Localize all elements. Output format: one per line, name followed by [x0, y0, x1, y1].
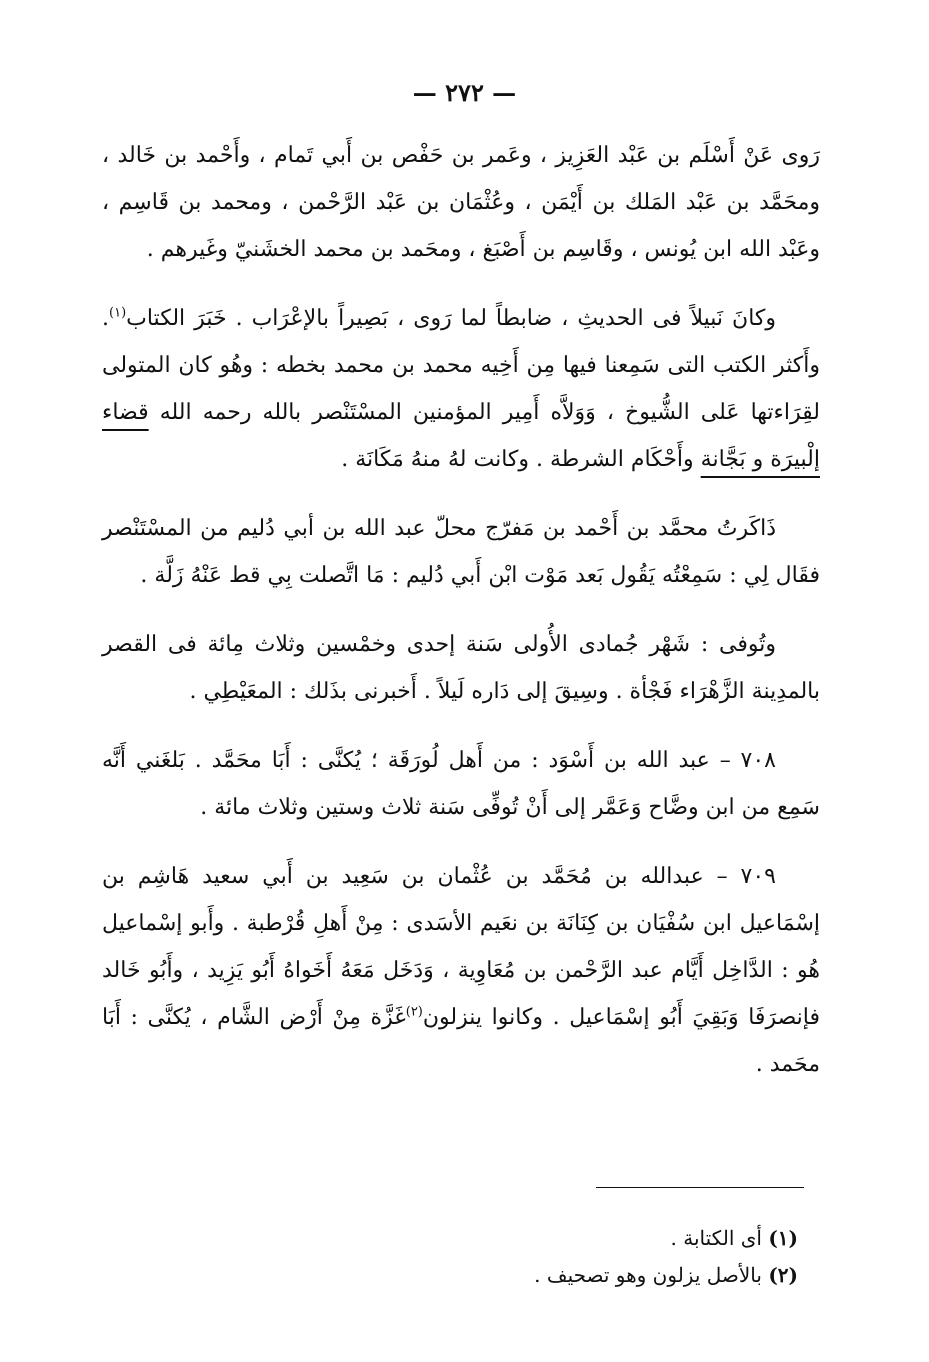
paragraph-text: عبدالله بن مُحَمَّد بن عُثْمان بن سَعِيد بن أَبي سعيد هَاشِم بن إسْمَاعيل ابن سُفْيَان بن كِنَانَة بن نعَيم الأسَدى : مِنْ أَهلِ قُرْطبة . وأَبو إسْماعيل هُو : الدَّاخِل أَيَّام عبد الرَّحْمن بن مُعَاوِية ، وَدَخَل مَعَهُ أَخَواهُ أَبُو يَزِيد ، وأَبُو خَالد فإنصرَفَا وَبَقِيَ أَبُو إسْمَاعيل . وكانوا ينزلون: [102, 864, 821, 1030]
paragraph-text: غَزَّة مِنْ أَرْض الشَّام ، يُكنَّى : أَبَا محَمد .: [102, 1005, 820, 1077]
footnote-ref-1[interactable]: (١): [109, 305, 127, 321]
paragraph-text: وأَحْكَام الشرطة . وكانت لهُ منهُ مَكَانَة .: [341, 447, 701, 472]
paragraph-text: ذَاكَرتُ محمَّد بن أَحْمد بن مَفرّج محلّ عبد الله بن أبي دُليم من المسْتَنْصر فقَال لِي : سَمِعْتُه يَقُول بَعد مَوْت ابْن أَبي دُليم : مَا اتَّصلت بِي قط عَنْهُ زَلَّة .: [102, 516, 820, 588]
paragraph-text: وكانَ نَبيلاً فى الحديثِ ، ضابطاً لما رَوى ، بَصِيراً بالإعْرَاب . خَبَرَ الكتاب: [126, 306, 776, 331]
paragraph-narrators: [102, 132, 820, 273]
footnote-1: [102, 1222, 798, 1255]
footnote-text: أى الكتابة .: [670, 1226, 762, 1250]
entry-number: ٧٠٨ –: [719, 748, 776, 773]
footnote-2: [102, 1259, 798, 1292]
underlined-phrase: قضاء إلْبيرَة و بَجَّانة: [102, 400, 820, 472]
footnote-marker: (١): [768, 1226, 798, 1250]
paragraph-text: رَوى عَنْ أَسْلَم بن عَبْد العَزِيز ، وعَمر بن حَفْص بن أَبي تَمام ، وأَحْمد بن خَالد ، ومحَمَّد بن عَبْد المَلك بن أَيْمَن ، وعُثْمَان بن عَبْد الرَّحْمن ، ومحمد بن قَاسِم ، وعَبْد الله ابن يُونس ، وقَاسِم بن أَصْبَغ ، ومحَمد بن محمد الخشَنيّ وغَيرهم .: [102, 143, 820, 262]
paragraph-text: عبد الله بن أَسْوَد : من أَهل لُورَقَة ؛ يُكنَّى : أَبَا محَمَّد . بَلغَني أَنَّه سَمِع من ابن وضَّاح وَعَمَّر إلى أَنْ تُوفِّى سَنة ثلاث وستين وثلاث مائة .: [102, 748, 820, 820]
page-number: — ٢٧٢ —: [412, 78, 517, 107]
footnotes: [102, 1222, 798, 1296]
entry-number: ٧٠٩ –: [716, 864, 776, 889]
footnote-text: بالأصل يزلون وهو تصحيف .: [534, 1263, 762, 1287]
paragraph-text: . وأَكثر الكتب التى سَمِعنا فيها مِن أَخِيه محمد بن محمد بخطه : وهُو كان المتولى لقِرَاءتها عَلى الشُّيوخ ، وَوَلاَّه أَمِير المؤمنين المسْتَنْصر بالله رحمه الله: [102, 306, 820, 425]
paragraph-text: وتُوفى : شَهْر جُمادى الأُولى سَنة إحدى وخمْسين وثلاث مِائة فى القصر بالمدِينة الزَّهْرَاء فَجْأة . وسِيقَ إلى دَاره لَيلاً . أَخبرنى بذَلك : المعَيْطِي .: [102, 632, 820, 704]
main-text: [102, 132, 820, 1110]
footnote-marker: (٢): [768, 1263, 798, 1287]
footnote-ref-2[interactable]: (٢): [405, 1004, 423, 1020]
footnote-divider: [596, 1187, 804, 1188]
paragraph-anecdote: [102, 505, 820, 599]
entry-709: [102, 853, 820, 1088]
paragraph-description: [102, 295, 820, 483]
paragraph-death: [102, 621, 820, 715]
entry-708: [102, 737, 820, 831]
